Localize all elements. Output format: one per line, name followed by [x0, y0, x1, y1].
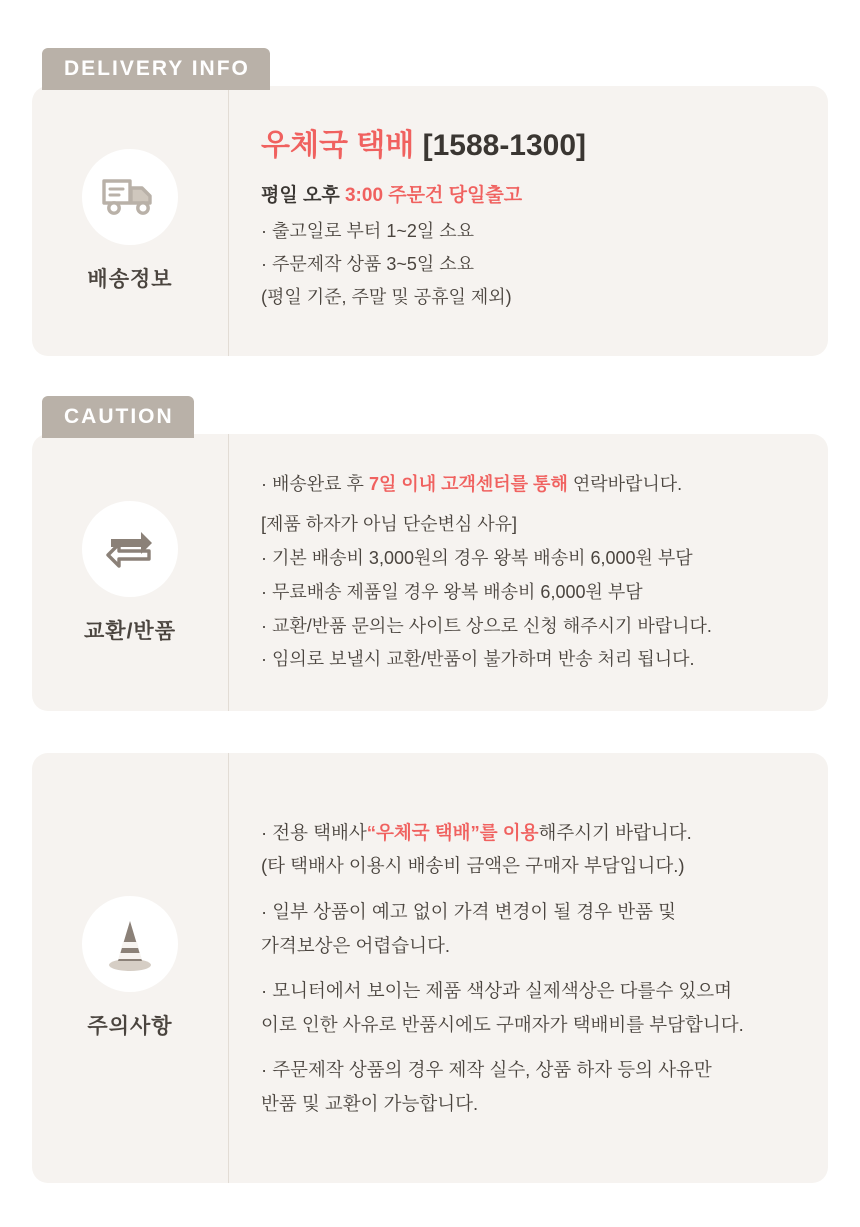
caution-icon-label: 교환/반품	[84, 619, 176, 643]
notice-block-3-line-1: · 주문제작 상품의 경우 제작 실수, 상품 하자 등의 사유만	[261, 1059, 712, 1081]
traffic-cone-icon	[82, 896, 178, 992]
caution-line-6: · 임의로 보낼시 교환/반품이 불가하며 반송 처리 됩니다.	[261, 649, 695, 670]
notice-block-2-line-2: 이로 인한 사유로 반품시에도 구매자가 택배비를 부담합니다.	[261, 1013, 744, 1035]
notice-card	[32, 753, 828, 1183]
delivery-cutoff-prefix: 평일 오후	[261, 184, 345, 206]
caution-card	[32, 434, 828, 711]
section-notice	[32, 753, 828, 1183]
section-tab-delivery-info: DELIVERY INFO	[42, 48, 270, 90]
caution-line-1-post: 연락바랍니다.	[567, 474, 683, 494]
section-delivery-info	[32, 48, 828, 356]
notice-block-3-line-2: 반품 및 교환이 가능합니다.	[261, 1093, 479, 1115]
notice-block-2-line-1: · 모니터에서 보이는 제품 색상과 실제색상은 다를수 있으며	[261, 980, 733, 1002]
caution-content	[228, 434, 828, 711]
notice-block-1-line-2: 가격보상은 어렵습니다.	[261, 934, 450, 956]
section-tab-caution: CAUTION	[42, 396, 194, 438]
delivery-truck-icon	[82, 149, 178, 245]
section-caution	[32, 396, 828, 711]
delivery-info-content	[228, 86, 828, 356]
delivery-info-icon-label: 배송정보	[87, 268, 173, 291]
notice-line-1-accent: “우체국 택배”를 이용	[366, 821, 539, 843]
delivery-carrier-name: 우체국 택배	[261, 128, 415, 162]
delivery-cutoff-line	[261, 180, 800, 207]
delivery-note-3: (평일 기준, 주말 및 공휴일 제외)	[261, 287, 512, 308]
caution-line-2: [제품 하자가 아님 단순변심 사유]	[261, 513, 518, 534]
notice-line-1-prefix: · 전용 택배사	[261, 821, 367, 843]
notice-content	[228, 753, 828, 1183]
notice-block-1-line-1: · 일부 상품이 예고 없이 가격 변경이 될 경우 반품 및	[261, 901, 676, 923]
delivery-note-2: · 주문제작 상품 3~5일 소요	[261, 253, 475, 274]
notice-icon-label: 주의사항	[87, 1015, 173, 1039]
notice-icon-area	[32, 753, 228, 1183]
notice-line-1-post: 해주시기 바랍니다.	[538, 821, 692, 843]
caution-line-5: · 교환/반품 문의는 사이트 상으로 신청 해주시기 바랍니다.	[261, 615, 712, 636]
delivery-title	[261, 128, 800, 164]
caution-line-3: · 기본 배송비 3,000원의 경우 왕복 배송비 6,000원 부담	[261, 547, 693, 568]
caution-line-4: · 무료배송 제품일 경우 왕복 배송비 6,000원 부담	[261, 581, 643, 602]
delivery-note-1: · 출고일로 부터 1~2일 소요	[261, 220, 475, 241]
delivery-cutoff-accent: 3:00 주문건 당일출고	[344, 184, 523, 206]
delivery-phone-number: [1588-1300]	[414, 128, 587, 162]
delivery-info-icon-area	[32, 86, 228, 356]
notice-line-1	[261, 818, 800, 848]
caution-icon-area	[32, 434, 228, 711]
delivery-info-card	[32, 86, 828, 356]
exchange-return-icon	[82, 501, 178, 597]
notice-line-2: (타 택배사 이용시 배송비 금액은 구매자 부담입니다.)	[261, 855, 685, 877]
caution-line-1	[261, 470, 800, 500]
caution-line-1-prefix: · 배송완료 후	[261, 474, 369, 494]
caution-line-1-accent: 7일 이내 고객센터를 통해	[368, 474, 568, 494]
